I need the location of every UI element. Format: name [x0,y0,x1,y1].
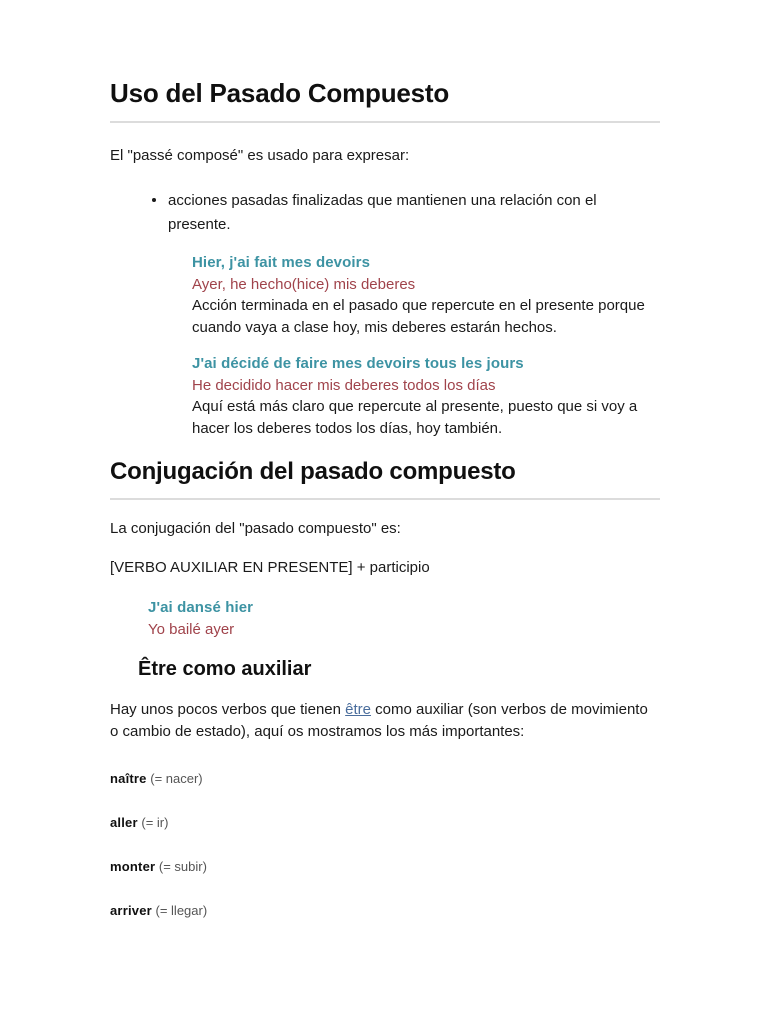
example-block-3 [110,597,660,641]
etre-link[interactable]: être [345,700,372,718]
example-french: J'ai dansé hier [148,599,254,617]
example-spanish: He decidido hacer mis deberes todos los días [192,376,496,394]
example-block-2 [110,353,660,440]
usage-bullet-list [110,189,660,236]
verb-entry-arriver [110,902,660,920]
verb-french: aller [110,814,138,830]
section-heading-etre: Être como auxiliar [138,657,312,680]
etre-paragraph [110,699,660,744]
page-title: Uso del Pasado Compuesto [110,78,450,108]
verb-french: arriver [110,903,152,919]
verb-entry-monter [110,858,660,876]
verb-french: monter [110,859,156,875]
example-block-1 [110,252,660,339]
verb-gloss: (= ir) [141,814,169,830]
verb-entry-naitre [110,770,660,788]
verb-gloss: (= llegar) [155,903,208,919]
verb-gloss: (= subir) [158,859,207,875]
example-note: Acción terminada en el pasado que repercute en el presente porque cuando vaya a clase hoy, mis deberes estarán hechos. [192,297,645,337]
list-item: acciones pasadas finalizadas que mantienen una relación con el presente. [152,189,660,236]
verb-gloss: (= nacer) [150,770,203,786]
example-spanish: Yo bailé ayer [148,621,235,639]
etre-paragraph-before: Hay unos pocos verbos que tienen [110,700,346,718]
intro-paragraph: El "passé composé" es usado para expresar: [110,146,410,164]
verb-entry-aller [110,814,660,832]
section-heading-conjugation: Conjugación del pasado compuesto [110,457,516,485]
example-french: J'ai décidé de faire mes devoirs tous les jours [192,354,524,372]
document-content [110,78,660,921]
etre-paragraph-after: como auxiliar (son verbos de movimiento o cambio de estado), aquí os mostramos los más importantes: [110,700,648,741]
example-french: Hier, j'ai fait mes devoirs [192,253,371,271]
example-note: Aquí está más claro que repercute al presente, puesto que si voy a hacer los deberes todos los días, hoy también. [192,398,638,438]
conjugation-formula: [VERBO AUXILIAR EN PRESENTE] + participio [110,558,430,576]
example-spanish: Ayer, he hecho(hice) mis deberes [192,275,416,293]
conjugation-intro: La conjugación del "pasado compuesto" es: [110,520,401,538]
verb-french: naître [110,770,147,786]
